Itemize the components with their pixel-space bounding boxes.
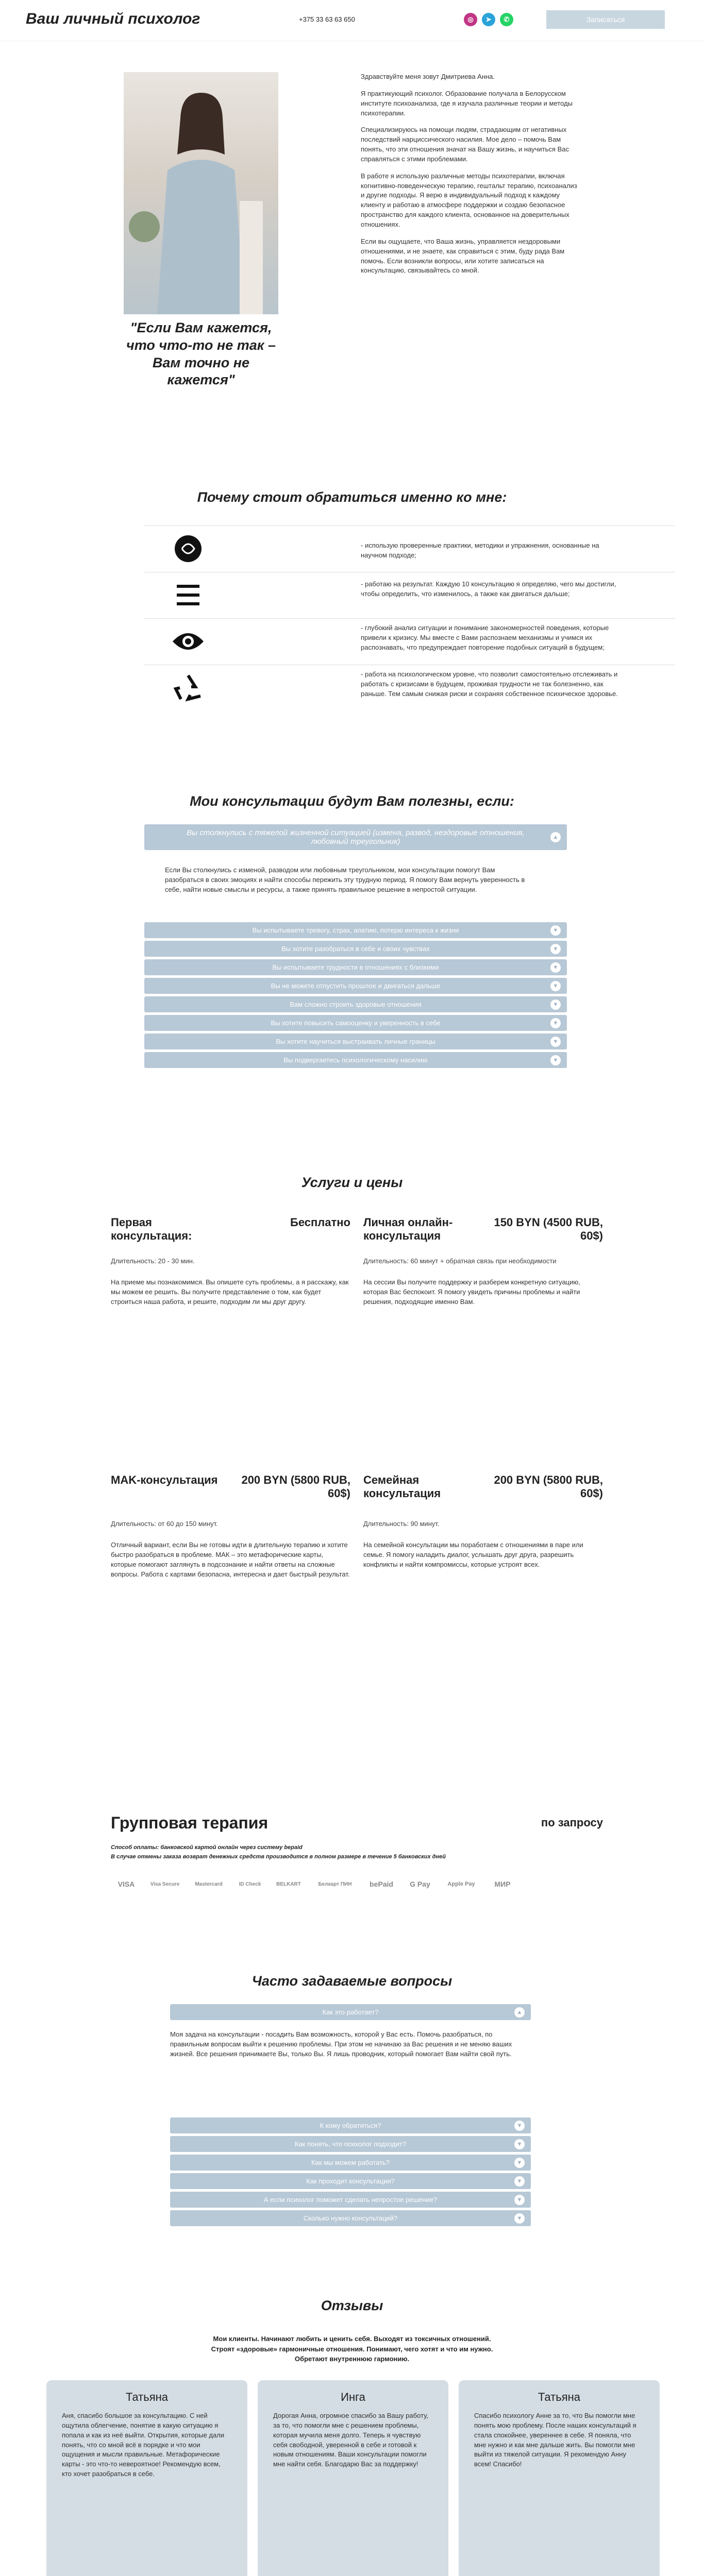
why-text: - глубокий анализ ситуации и понимание закономерностей поведения, которые привели к кризису. Мы вместе с Вами распознаем механизмы и учимся их распознавать, что предупреждает повторение подобных ситуаций в будущем; [361, 624, 609, 651]
review-name: Татьяна [538, 2391, 581, 2403]
chevron-up-icon: ▲ [514, 2007, 525, 2018]
service-price: 200 BYN (5800 RUB, 60$) [241, 1473, 350, 1500]
accordion-label: Вам сложно строить здоровые отношения [290, 1001, 422, 1008]
service-name: MAK-консультация [111, 1473, 218, 1486]
about-paragraph: Если вы ощущаете, что Ваша жизнь, управляется нездоровыми отношениями, и не знаете, как справиться с этим, буду рада Вам помочь. Если возникли вопросы, или хотите записаться на консультацию, связывайтесь со мной. [361, 237, 565, 275]
about-paragraph: Я практикующий психолог. Образование получала в Белорусском институте психоанализа, где я изучала различные теории и методы психотерапии. [361, 89, 573, 117]
service-name: Семейная консультация [363, 1473, 441, 1500]
service-price: Бесплатно [290, 1216, 350, 1229]
review-text: Аня, спасибо большое за консультацию. С ней ощутила облегчение, понятие в какую ситуацию я попала и как из неё выйти. Открытия, которые дали понять, что со мной всё в порядке и что мои ощущения и мысли правильные. Метафорические карты - это что-то невероятное! Рекомендую всем, кто хочет разобраться в себе. [62, 2412, 225, 2478]
about-paragraph: Здравствуйте меня зовут Дмитриева Анна. [361, 73, 495, 80]
useful-accordion-item[interactable] [144, 1052, 567, 1068]
chevron-down-icon: ▼ [514, 2121, 525, 2131]
visa-logo: VISA [118, 1880, 135, 1888]
accordion-label: Как мы можем работать? [311, 2159, 390, 2166]
accordion-label: Вы не можете отпустить прошлое и двигаться дальше [271, 982, 441, 990]
chevron-down-icon: ▼ [550, 944, 561, 954]
service-duration: Длительность: 90 минут. [363, 1520, 440, 1528]
eye-icon [170, 623, 206, 659]
review-text: Дорогая Анна, огромное спасибо за Вашу работу, за то, что помогли мне с решением проблемы, которая мучила меня долго. Теперь я чувствую себя свободной, уверенной в себе и готовой к новым отношениям. Ваши консультации помогли мне найти себя. Благодарю Вас за поддержку! [273, 2412, 428, 2468]
google-pay-logo: G Pay [410, 1880, 430, 1888]
chevron-down-icon: ▼ [514, 2158, 525, 2168]
chevron-down-icon: ▼ [550, 1018, 561, 1028]
accordion-label: А если психолог поможет сделать непростое решение? [263, 2196, 438, 2204]
group-therapy-title: Групповая терапия [111, 1814, 269, 1832]
accordion-label: Вы хотите разобраться в себе и своих чувствах [281, 945, 430, 953]
bepaid-logo: bePaid [370, 1880, 393, 1888]
group-therapy-price: по запросу [541, 1816, 603, 1829]
service-price: 200 BYN (5800 RUB, 60$) [494, 1473, 603, 1500]
useful-accordion-open[interactable] [144, 824, 567, 850]
mastercard-logo: Mastercard [195, 1881, 223, 1887]
service-description: На сессии Вы получите поддержку и разберем конкретную ситуацию, которая Вас беспокоит. Я помогу увидеть причины проблемы и найти решения, подходящие именно Вам. [363, 1278, 580, 1306]
accordion-label: Вы подвергаетесь психологическому насилию [283, 1056, 428, 1064]
review-card [459, 2380, 660, 2576]
review-name: Инга [341, 2391, 365, 2403]
faq-accordion-item[interactable] [170, 2155, 531, 2171]
reviews-intro: Мои клиенты. Начинают любить и ценить себя. Выходят из токсичных отношений. Строят «здоровые» гармоничные отношения. Понимают, чего хотят и что им нужно. Обретают внутреннюю гармонию. [211, 2335, 493, 2363]
services-title: Услуги и цены [301, 1175, 403, 1190]
chevron-down-icon: ▼ [550, 1037, 561, 1047]
chevron-down-icon: ▼ [550, 925, 561, 936]
chevron-down-icon: ▼ [550, 1055, 561, 1065]
chevron-down-icon: ▼ [550, 999, 561, 1010]
useful-accordion-item[interactable] [144, 1015, 567, 1031]
chevron-up-icon: ▲ [550, 832, 561, 842]
belkart-pin-logo: Белкарт ПИН [318, 1881, 352, 1887]
useful-accordion-item[interactable] [144, 922, 567, 938]
useful-accordion-item[interactable] [144, 1033, 567, 1049]
faq-title: Часто задаваемые вопросы [252, 1973, 452, 1989]
faq-accordion-item[interactable] [170, 2136, 531, 2152]
list-icon [170, 577, 206, 613]
review-text: Спасибо психологу Анне за то, что Вы помогли мне понять мою проблему. После наших консультаций я стала спокойнее, увереннее в себе. Я поняла, что мне нужно и как мне дальше жить. Вы помогли мне выйти из тяжелой ситуации. Я рекомендую Анну всем! Спасибо! [474, 2412, 636, 2468]
id-check-logo: ID Check [239, 1881, 261, 1887]
about-text [361, 72, 577, 283]
chevron-down-icon: ▼ [550, 962, 561, 973]
review-name: Татьяна [125, 2391, 169, 2403]
accordion-label: Как это работает? [322, 2008, 379, 2016]
payment-note: В случае отмены заказа возврат денежных средств производится в полном размере в течение 5 банковских дней [111, 1854, 446, 1860]
chevron-down-icon: ▼ [514, 2213, 525, 2224]
site-logo[interactable]: Ваш личный психолог [26, 10, 200, 27]
accordion-label: Вы хотите повысить самооценку и уверенность в себе [271, 1019, 441, 1027]
useful-accordion-item[interactable] [144, 941, 567, 957]
accordion-label: Вы хотите научиться выстраивать личные границы [276, 1038, 435, 1045]
service-description: На приеме мы познакомимся. Вы опишете суть проблемы, а я расскажу, как мы можем ее решить. Вы получите представление о том, как будет строиться наша работа, и решите, подходим ли мы друг другу. [111, 1278, 349, 1306]
chevron-down-icon: ▼ [550, 981, 561, 991]
service-price: 150 BYN (4500 RUB, 60$) [494, 1216, 603, 1242]
brain-icon [170, 531, 206, 567]
accordion-label: Вы испытываете трудности в отношениях с близкими [272, 963, 439, 971]
recycle-icon [170, 670, 206, 706]
service-name: Личная онлайн-консультация [363, 1216, 453, 1242]
chevron-down-icon: ▼ [514, 2176, 525, 2187]
why-text: - работаю на результат. Каждую 10 консультацию я определяю, чего мы достигли, чтобы определить, что изменилось, а также как двигаться дальше; [361, 580, 616, 598]
service-description: Отличный вариант, если Вы не готовы идти в длительную терапию и хотите быстро разобраться в проблеме. МАК – это метафорические карты, которые помогают заглянуть в подсознание и найти ответы на сложные вопросы. Работа с картами безопасна, интересна и дает быстрый результат. [111, 1541, 350, 1578]
faq-body: Моя задача на консультации - посадить Вам возможность, которой у Вас есть. Помочь разобраться, по правильным вопросам выйти к решению проблемы. При этом не начинаю за Вас решения и не меняю ваших жизней. Все решения принимаете Вы, только Вы. Я лишь проводник, который помогает Вам найти свой путь. [170, 2030, 512, 2058]
telegram-icon[interactable]: ➤ [482, 13, 495, 26]
hero-photo [124, 72, 278, 314]
header-phone[interactable]: +375 33 63 63 650 [299, 15, 355, 23]
accordion-label: Как проходит консультация? [306, 2177, 395, 2185]
service-description: На семейной консультации мы поработаем с отношениями в паре или семье. Я помогу наладить диалог, услышать друг друга, разрешить конфликты и найти компромиссы, которые устроят всех. [363, 1541, 583, 1568]
apple-pay-logo: Apple Pay [447, 1881, 475, 1887]
accordion-body: Если Вы столкнулись с изменой, разводом или любовным треугольником, мои консультации помогут Вам разобраться в своих эмоциях и найти способы пережить эту трудную период. Я помогу Вам вернуть уверенность в себе, найти новые смыслы и ресурсы, а также принять правильное решение в непростой ситуации. [165, 866, 525, 893]
accordion-label: Как понять, что психолог подходит? [294, 2140, 407, 2148]
instagram-icon[interactable]: ◎ [464, 13, 477, 26]
service-name: Первая консультация: [111, 1216, 192, 1242]
faq-accordion-item[interactable] [170, 2192, 531, 2208]
service-duration: Длительность: от 60 до 150 минут. [111, 1520, 218, 1528]
useful-accordion-item[interactable] [144, 959, 567, 975]
reviews-title: Отзывы [321, 2298, 383, 2313]
accordion-label: Вы столкнулись с тяжелой жизненной ситуацией (измена, развод, нездоровые отношения, любовный треугольник) [187, 828, 525, 846]
accordion-label: Сколько нужно консультаций? [303, 2214, 398, 2222]
about-paragraph: Специализируюсь на помощи людям, страдающим от негативных последствий нарциссического насилия. Мое дело – помочь Вам понять, что эти отношения значат на Вашу жизнь, и научиться Вас справляться с этими проблемами. [361, 126, 569, 163]
useful-accordion-item[interactable] [144, 996, 567, 1012]
whatsapp-icon[interactable]: ✆ [500, 13, 513, 26]
divider [144, 618, 675, 619]
review-card [46, 2380, 247, 2576]
chevron-down-icon: ▼ [514, 2195, 525, 2205]
faq-accordion-item[interactable] [170, 2210, 531, 2226]
service-duration: Длительность: 60 минут + обратная связь при необходимости [363, 1257, 557, 1265]
accordion-label: К кому обратиться? [320, 2122, 381, 2129]
payment-note: Способ оплаты: банковской картой онлайн через систему bepaid [111, 1844, 303, 1851]
belkart-logo: BELKART [276, 1881, 301, 1887]
faq-accordion-open[interactable] [170, 2004, 531, 2020]
mir-logo: МИР [494, 1880, 511, 1888]
about-paragraph: В работе я использую различные методы психотерапии, включая когнитивно-поведенческую терапию, гештальт терапию, психоанализ и другие подходы. Я верю в индивидуальный подход к каждому клиенту и работаю в атмосфере поддержки и создаю безопасное пространство для каждого клиента, основанное на доверительных отношениях. [361, 172, 577, 228]
why-text: - работа на психологическом уровне, что позволит самостоятельно отслеживать и работать с кризисами в будущем, проживая трудности не так болезненно, как раньше. Тем самым снижая риски и сохраняя собственное психическое здоровье. [361, 670, 618, 698]
service-duration: Длительность: 20 - 30 мин. [111, 1257, 195, 1265]
chevron-down-icon: ▼ [514, 2139, 525, 2149]
faq-accordion-item[interactable] [170, 2173, 531, 2189]
accordion-label: Вы испытываете тревогу, страх, апатию, потерю интереса к жизни [252, 926, 459, 934]
review-card [258, 2380, 448, 2576]
why-text: - использую проверенные практики, методики и упражнения, основанные на научном подходе; [361, 541, 599, 559]
faq-accordion-item[interactable] [170, 2117, 531, 2133]
consult-button[interactable]: Записаться [546, 10, 665, 29]
useful-accordion-item[interactable] [144, 978, 567, 994]
why-title: Почему стоит обратиться именно ко мне: [197, 489, 507, 505]
visa-secure-logo: Visa Secure [150, 1881, 180, 1887]
useful-title: Мои консультации будут Вам полезны, если: [190, 793, 514, 809]
hero-quote: "Если Вам кажется, что что-то не так – Вам точно не кажется" [126, 320, 276, 388]
